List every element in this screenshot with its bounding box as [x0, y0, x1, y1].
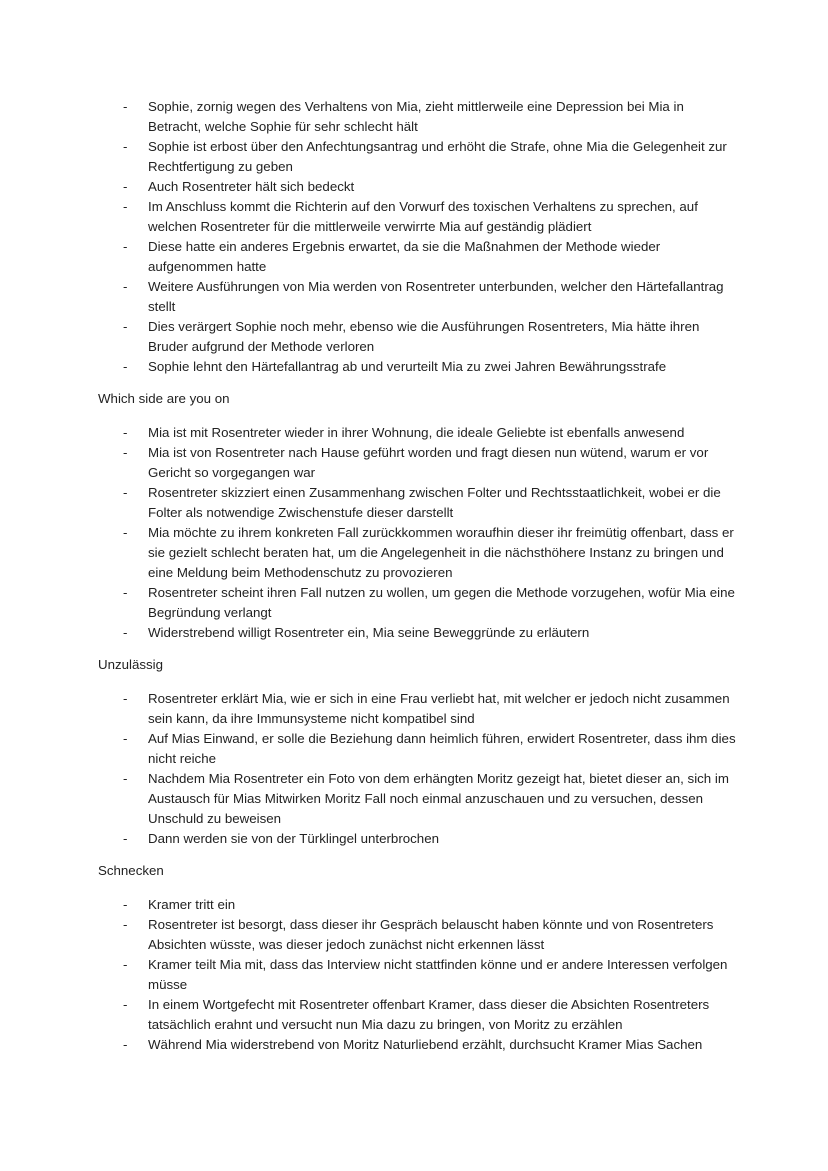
list-item: [98, 177, 738, 197]
list-item: [98, 729, 738, 769]
list-item-text: Auch Rosentreter hält sich bedeckt: [148, 179, 355, 194]
list-item: [98, 829, 738, 849]
list-item-text: Rosentreter scheint ihren Fall nutzen zu wollen, um gegen die Methode vorzugehen, wofür Mia eine Begründung verlangt: [148, 585, 735, 620]
bullet-dash: -: [123, 239, 128, 254]
list-item: [98, 357, 738, 377]
bullet-dash: -: [123, 199, 128, 214]
bullet-dash: -: [123, 445, 128, 460]
section-heading: Schnecken: [98, 863, 164, 878]
list-item-text: Sophie ist erbost über den Anfechtungsantrag und erhöht die Strafe, ohne Mia die Gelegenheit zur Rechtfertigung zu geben: [148, 139, 727, 174]
list-item: [98, 237, 738, 277]
list-item-text: Kramer teilt Mia mit, dass das Interview nicht stattfinden könne und er andere Interessen verfolgen müsse: [148, 957, 728, 992]
bullet-dash: -: [123, 625, 128, 640]
bullet-dash: -: [123, 691, 128, 706]
list-item: [98, 137, 738, 177]
list-item: [98, 197, 738, 237]
list-item: [98, 97, 738, 137]
list-item-text: Nachdem Mia Rosentreter ein Foto von dem erhängten Moritz gezeigt hat, bietet dieser an, sich im Austausch für Mias Mitwirken Moritz Fall noch einmal anzuschauen und zu versuchen, dessen Unschuld zu beweisen: [148, 771, 729, 826]
bullet-dash: -: [123, 997, 128, 1012]
list-item: [98, 443, 738, 483]
list-item-text: Rosentreter erklärt Mia, wie er sich in eine Frau verliebt hat, mit welcher er jedoch nicht zusammen sein kann, da ihre Immunsysteme nicht kompatibel sind: [148, 691, 730, 726]
bullet-dash: -: [123, 1037, 128, 1052]
list-item: [98, 523, 738, 583]
list-item-text: Während Mia widerstrebend von Moritz Naturliebend erzählt, durchsucht Kramer Mias Sachen: [148, 1037, 703, 1052]
bullet-dash: -: [123, 957, 128, 972]
bullet-dash: -: [123, 319, 128, 334]
bullet-dash: -: [123, 99, 128, 114]
bullet-dash: -: [123, 179, 128, 194]
list-item-text: Widerstrebend willigt Rosentreter ein, Mia seine Beweggründe zu erläutern: [148, 625, 590, 640]
list-item: [98, 423, 738, 443]
list-item-text: Dies verärgert Sophie noch mehr, ebenso wie die Ausführungen Rosentreters, Mia hätte ihren Bruder aufgrund der Methode verloren: [148, 319, 700, 354]
list-item-text: Im Anschluss kommt die Richterin auf den Vorwurf des toxischen Verhaltens zu sprechen, auf welchen Rosentreter für die mittlerweile verwirrte Mia auf geständig plädiert: [148, 199, 698, 234]
section-heading: Which side are you on: [98, 391, 230, 406]
list-item: [98, 995, 738, 1035]
list-item-text: In einem Wortgefecht mit Rosentreter offenbart Kramer, dass dieser die Absichten Rosentreters tatsächlich erahnt und versucht nun Mia dazu zu bringen, von Moritz zu erzählen: [148, 997, 710, 1032]
list-item: [98, 583, 738, 623]
bullet-dash: -: [123, 525, 128, 540]
bullet-list: [98, 97, 738, 377]
list-item-text: Weitere Ausführungen von Mia werden von Rosentreter unterbunden, welcher den Härtefallantrag stellt: [148, 279, 724, 314]
list-item-text: Mia ist mit Rosentreter wieder in ihrer Wohnung, die ideale Geliebte ist ebenfalls anwesend: [148, 425, 685, 440]
bullet-list: [98, 689, 738, 849]
list-item: [98, 895, 738, 915]
bullet-dash: -: [123, 425, 128, 440]
list-item-text: Kramer tritt ein: [148, 897, 236, 912]
bullet-list: [98, 895, 738, 1055]
list-item-text: Sophie lehnt den Härtefallantrag ab und verurteilt Mia zu zwei Jahren Bewährungsstrafe: [148, 359, 667, 374]
bullet-dash: -: [123, 485, 128, 500]
list-item-text: Mia ist von Rosentreter nach Hause geführt worden und fragt diesen nun wütend, warum er vor Gericht so vorgegangen war: [148, 445, 709, 480]
bullet-dash: -: [123, 731, 128, 746]
list-item: [98, 483, 738, 523]
list-item-text: Diese hatte ein anderes Ergebnis erwartet, da sie die Maßnahmen der Methode wieder aufgenommen hatte: [148, 239, 661, 274]
bullet-dash: -: [123, 917, 128, 932]
list-item-text: Rosentreter ist besorgt, dass dieser ihr Gespräch belauscht haben könnte und von Rosentreters Absichten wüsste, was dieser jedoch zunächst nicht erkennen lässt: [148, 917, 714, 952]
bullet-dash: -: [123, 771, 128, 786]
bullet-dash: -: [123, 279, 128, 294]
list-item: [98, 317, 738, 357]
list-item: [98, 689, 738, 729]
list-item-text: Auf Mias Einwand, er solle die Beziehung dann heimlich führen, erwidert Rosentreter, dass ihm dies nicht reiche: [148, 731, 736, 766]
list-item: [98, 915, 738, 955]
bullet-dash: -: [123, 139, 128, 154]
list-item-text: Sophie, zornig wegen des Verhaltens von Mia, zieht mittlerweile eine Depression bei Mia in Betracht, welche Sophie für sehr schlecht hält: [148, 99, 684, 134]
list-item: [98, 1035, 738, 1055]
list-item-text: Mia möchte zu ihrem konkreten Fall zurückkommen woraufhin dieser ihr freimütig offenbart, dass er sie gezielt schlecht beraten hat, um die Angelegenheit in die nächsthöhere Instanz zu bringen und eine Meldung beim Methodenschutz zu provozieren: [148, 525, 734, 580]
section-heading: Unzulässig: [98, 657, 164, 672]
section-unzulaessig: [98, 655, 738, 849]
bullet-dash: -: [123, 831, 128, 846]
list-item-text: Dann werden sie von der Türklingel unterbrochen: [148, 831, 439, 846]
list-item: [98, 277, 738, 317]
list-item: [98, 769, 738, 829]
section-schnecken: [98, 861, 738, 1055]
section-which-side-are-you-on: [98, 389, 738, 643]
list-item-text: Rosentreter skizziert einen Zusammenhang zwischen Folter und Rechtsstaatlichkeit, wobei er die Folter als notwendige Zwischenstufe dieser darstellt: [148, 485, 721, 520]
bullet-dash: -: [123, 585, 128, 600]
bullet-dash: -: [123, 359, 128, 374]
list-item: [98, 623, 738, 643]
list-item: [98, 955, 738, 995]
bullet-list: [98, 423, 738, 643]
bullet-dash: -: [123, 897, 128, 912]
section-continuation: [98, 97, 738, 377]
